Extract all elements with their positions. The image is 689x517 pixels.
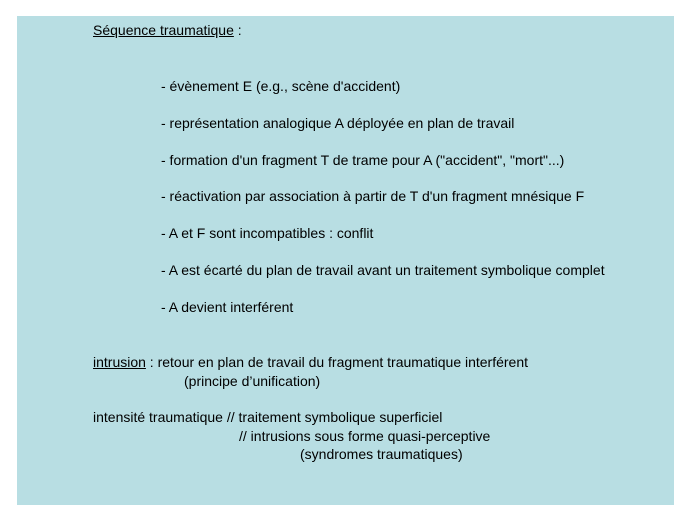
intrusion-definition	[93, 354, 528, 371]
section-title-label: Séquence traumatique	[93, 22, 234, 38]
sequence-item-7: - A devient interférent	[161, 299, 294, 315]
intensity-line-2: // intrusions sous forme quasi-perceptive	[239, 428, 491, 444]
sequence-item-2: - représentation analogique A déployée en plan de travail	[161, 115, 515, 131]
sequence-item-1: - évènement E (e.g., scène d'accident)	[161, 78, 401, 94]
intrusion-text: : retour en plan de travail du fragment traumatique interférent	[145, 354, 529, 370]
sequence-item-4: - réactivation par association à partir de T d'un fragment mnésique F	[161, 188, 585, 204]
intensity-line-3: (syndromes traumatiques)	[300, 446, 463, 462]
section-title-suffix: :	[233, 22, 242, 38]
sequence-item-5: - A et F sont incompatibles : conflit	[161, 225, 374, 241]
intensity-line-1: intensité traumatique // traitement symbolique superficiel	[93, 409, 443, 425]
intrusion-term: intrusion	[93, 354, 146, 370]
section-title	[93, 22, 242, 39]
sequence-item-6: - A est écarté du plan de travail avant un traitement symbolique complet	[161, 262, 605, 278]
sequence-item-3: - formation d'un fragment T de trame pour A ("accident", "mort"...)	[161, 152, 565, 168]
intrusion-note: (principe d’unification)	[184, 373, 321, 389]
